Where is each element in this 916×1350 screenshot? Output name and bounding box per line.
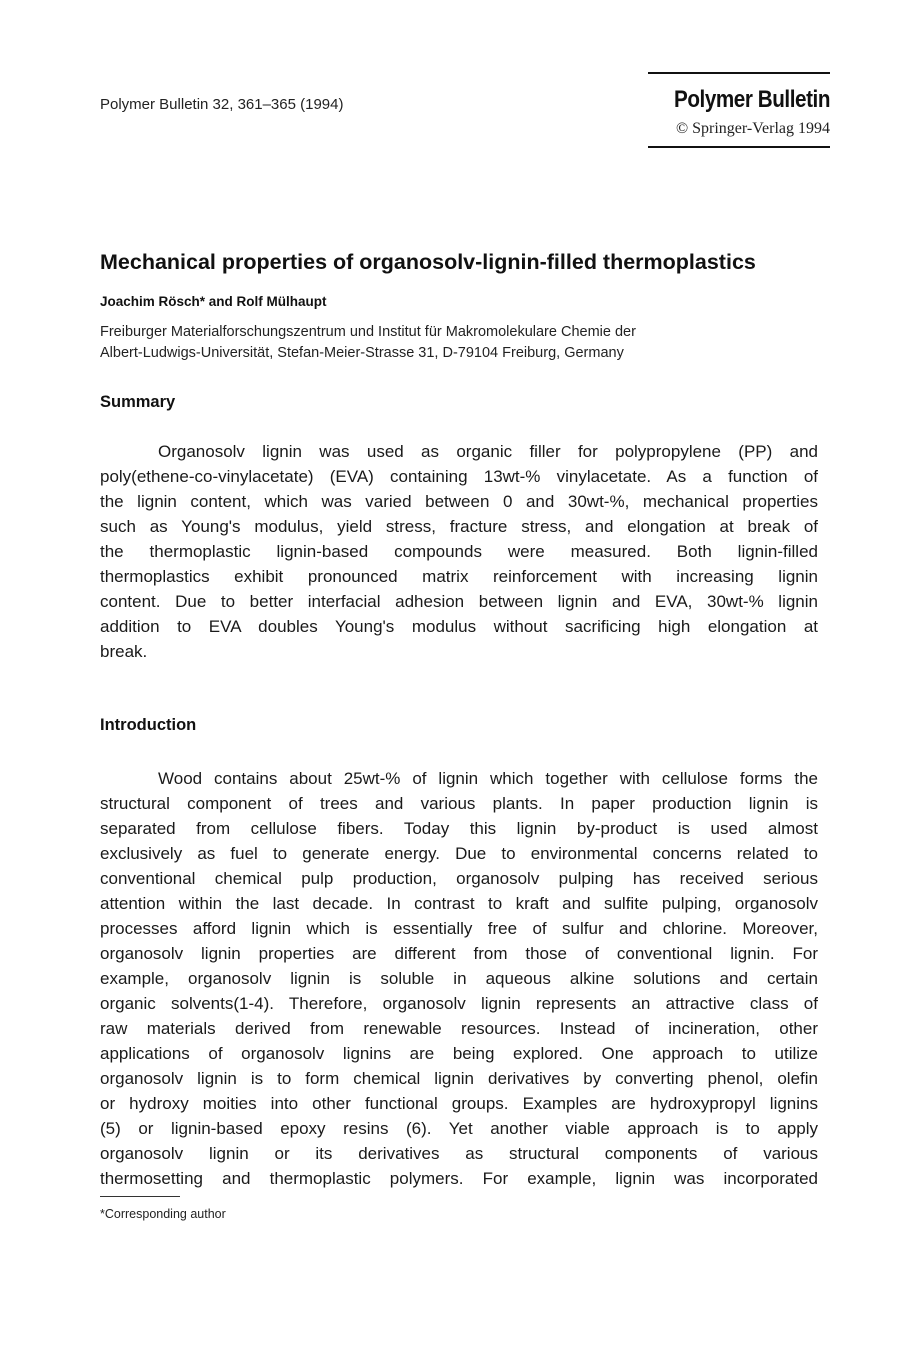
summary-line: the thermoplastic lignin-based compounds were measured. Both lignin-filled xyxy=(100,542,818,561)
introduction-line: (5) or lignin-based epoxy resins (6). Yet another viable approach is to apply xyxy=(100,1119,818,1138)
summary-line: Organosolv lignin was used as organic filler for polypropylene (PP) and xyxy=(158,442,818,461)
introduction-heading: Introduction xyxy=(100,716,197,734)
introduction-line: or hydroxy moities into other functional groups. Examples are hydroxypropyl lignins xyxy=(100,1094,818,1113)
introduction-line: organosolv lignin or its derivatives as structural components of various xyxy=(100,1144,818,1163)
introduction-line: thermosetting and thermoplastic polymers. For example, lignin was incorporated xyxy=(100,1169,818,1188)
summary-line: poly(ethene-co-vinylacetate) (EVA) containing 13wt-% vinylacetate. As a function of xyxy=(100,467,818,486)
introduction-line: processes afford lignin which is essentially free of sulfur and chlorine. Moreover, xyxy=(100,919,818,938)
journal-name: Polymer Bulletin xyxy=(674,86,830,113)
introduction-line: exclusively as fuel to generate energy. Due to environmental concerns related to xyxy=(100,844,818,863)
summary-line: the lignin content, which was varied between 0 and 30wt-%, mechanical properties xyxy=(100,492,818,511)
introduction-line: separated from cellulose fibers. Today this lignin by-product is used almost xyxy=(100,819,818,838)
journal-citation: Polymer Bulletin 32, 361–365 (1994) xyxy=(100,96,344,113)
summary-line: content. Due to better interfacial adhesion between lignin and EVA, 30wt-% lignin xyxy=(100,592,818,611)
introduction-paragraph xyxy=(100,766,818,1191)
introduction-line: organic solvents(1-4). Therefore, organosolv lignin represents an attractive class of xyxy=(100,994,818,1013)
summary-line: thermoplastics exhibit pronounced matrix reinforcement with increasing lignin xyxy=(100,567,818,586)
corresponding-author-footnote: *Corresponding author xyxy=(100,1207,226,1221)
summary-line: addition to EVA doubles Young's modulus without sacrificing high elongation at xyxy=(100,617,818,636)
introduction-line: structural component of trees and various plants. In paper production lignin is xyxy=(100,794,818,813)
introduction-line: organosolv lignin is to form chemical lignin derivatives by converting phenol, olefin xyxy=(100,1069,818,1088)
summary-paragraph xyxy=(100,439,818,664)
footnote-divider xyxy=(100,1196,180,1197)
summary-line: such as Young's modulus, yield stress, fracture stress, and elongation at break of xyxy=(100,517,818,536)
author-list: Joachim Rösch* and Rolf Mülhaupt xyxy=(100,294,327,309)
publisher-copyright: © Springer-Verlag 1994 xyxy=(648,120,830,148)
journal-masthead xyxy=(648,72,830,148)
summary-heading: Summary xyxy=(100,393,176,411)
introduction-line: example, organosolv lignin is soluble in aqueous alkine solutions and certain xyxy=(100,969,818,988)
summary-line: break. xyxy=(100,642,148,661)
affiliation-line: Freiburger Materialforschungszentrum und Institut für Makromolekulare Chemie der xyxy=(100,324,636,340)
introduction-line: conventional chemical pulp production, organosolv pulping has received serious xyxy=(100,869,818,888)
introduction-line: Wood contains about 25wt-% of lignin which together with cellulose forms the xyxy=(158,769,818,788)
affiliation xyxy=(100,322,820,364)
introduction-line: attention within the last decade. In contrast to kraft and sulfite pulping, organosolv xyxy=(100,894,818,913)
introduction-line: organosolv lignin properties are different from those of conventional lignin. For xyxy=(100,944,818,963)
affiliation-line: Albert-Ludwigs-Universität, Stefan-Meier-Strasse 31, D-79104 Freiburg, Germany xyxy=(100,345,624,361)
introduction-line: applications of organosolv lignins are being explored. One approach to utilize xyxy=(100,1044,818,1063)
introduction-line: raw materials derived from renewable resources. Instead of incineration, other xyxy=(100,1019,818,1038)
article-title: Mechanical properties of organosolv-lignin-filled thermoplastics xyxy=(100,250,756,274)
